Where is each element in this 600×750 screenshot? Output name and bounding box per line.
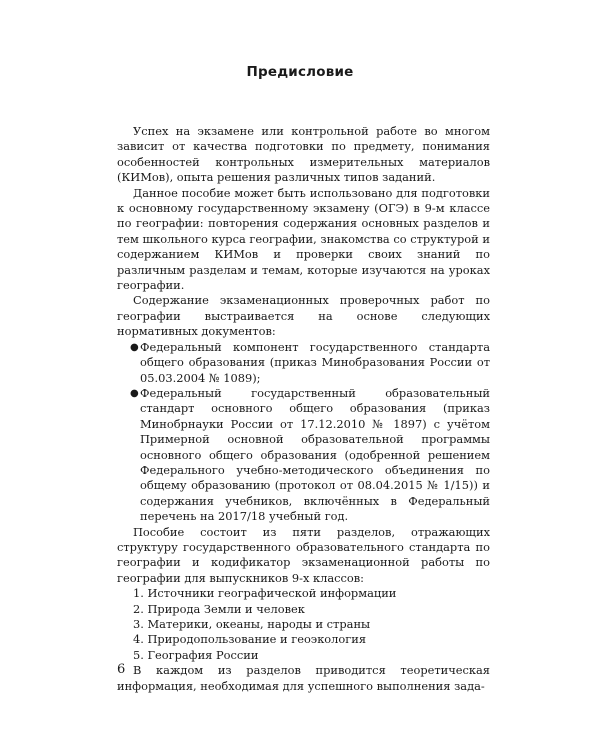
body-text [117, 124, 490, 694]
paragraph-sections-intro: Пособие состоит из пяти разделов, отражающих структуру государственного образовательного стандарта по географии и кодификатор экзаменационной работы по географии для выпускников 9-х классов: [117, 524, 490, 585]
section-item: 5. География России [133, 647, 259, 662]
list-item [117, 340, 490, 386]
bullet-icon: ● [130, 341, 139, 353]
page-title: Предисловие [246, 64, 354, 80]
paragraph-intro: Успех на экзамене или контрольной работе во многом зависит от качества подготовки по предмету, понимания особенностей контрольных измерительных материалов (КИМов), опыта решения различных типов заданий. [117, 124, 490, 185]
section-item: 4. Природопользование и геоэкология [133, 632, 367, 647]
section-item: 3. Материки, океаны, народы и страны [133, 617, 371, 631]
sections-list [117, 586, 490, 663]
paragraph-purpose: Данное пособие может быть использовано для подготовки к основному государственному экзамену (ОГЭ) в 9-м классе по географии: повторения содержания основных разделов и тем школьного курса географии, знакомства со структурой и содержанием КИМов и проверки своих знаний по различным разделам и темам, которые изучаются на уроках географии. [117, 185, 490, 293]
paragraph-documents: Содержание экзаменационных проверочных работ по географии выстраивается на основе следующих нормативных документов: [117, 293, 490, 339]
list-item-text: Федеральный государственный образовательный стандарт основного общего образования (приказ Минобрнауки России от 17.12.2010 № 1897) с учётом Примерной основной образовательной программы основного общего образования (одобренной решением Федерального учебно-методического объединения по общему образованию (протокол от 08.04.2015 № 1/15)) и содержания учебников, включённых в Федеральный перечень на 2017/18 учебный год. [140, 385, 490, 524]
page-number: 6 [117, 662, 126, 677]
paragraph-closing: В каждом из разделов приводится теоретическая информация, необходимая для успешного выполнения зада- [117, 663, 490, 693]
documents-list [117, 340, 490, 525]
section-item: 1. Источники географической информации [133, 586, 397, 601]
list-item-text: Федеральный компонент государственного стандарта общего образования (приказ Минобразования России от 05.03.2004 № 1089); [140, 339, 490, 385]
section-item: 2. Природа Земли и человек [133, 601, 305, 616]
list-item [117, 386, 490, 525]
bullet-icon: ● [130, 387, 139, 399]
